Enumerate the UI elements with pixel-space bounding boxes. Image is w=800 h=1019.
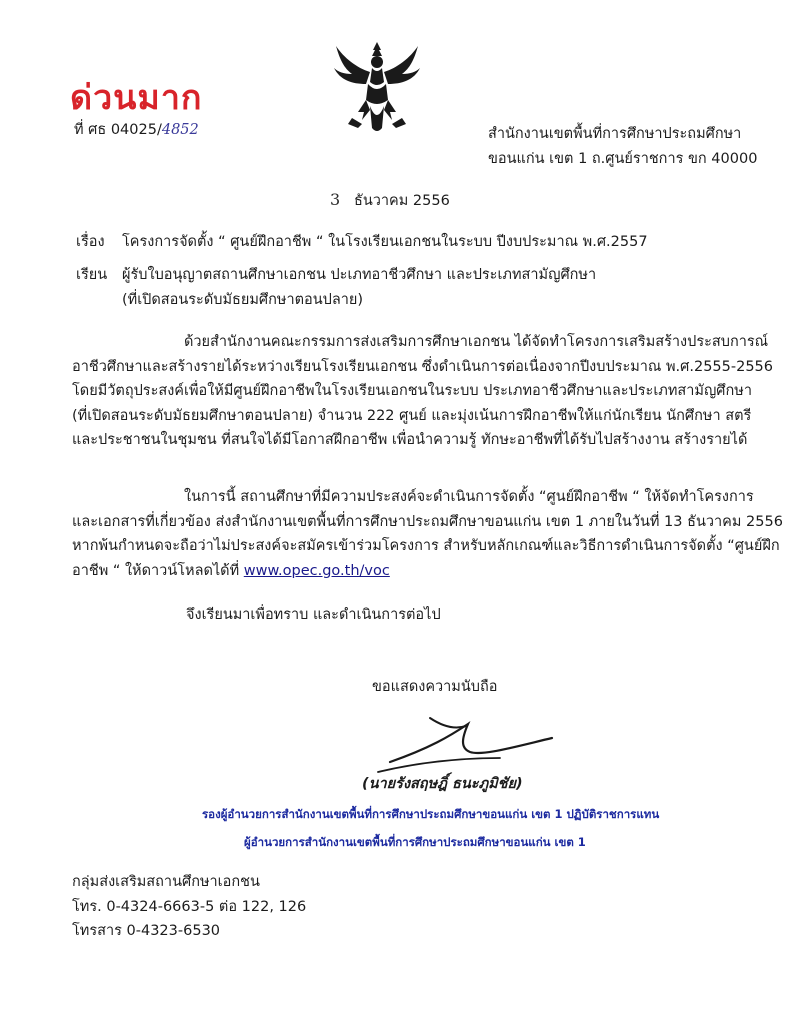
document-number-handwritten: 4852 (161, 122, 199, 138)
body-paragraph-1 (72, 330, 774, 453)
paragraph-line: ในการนี้ สถานศึกษาที่มีความประสงค์จะดำเนินการจัดตั้ง “ศูนย์ฝึกอาชีพ “ ให้จัดทำโครงการ (184, 489, 754, 505)
paragraph-line: (ที่เปิดสอนระดับมัธยมศึกษาตอนปลาย) จำนวน 222 ศูนย์ และมุ่งเน้นการฝึกอาชีพให้แก่นักเรียน นักศึกษา สตรี (72, 407, 752, 424)
paragraph-line: หากพ้นกำหนดจะถือว่าไม่ประสงค์จะสมัครเข้าร่วมโครงการ สำหรับหลักเกณฑ์และวิธีการดำเนินการจัดตั้ง “ศูนย์ฝึก (72, 538, 780, 554)
contact-phone: โทร. 0-4324-6663-5 ต่อ 122, 126 (72, 898, 307, 915)
office-address (488, 122, 757, 172)
paragraph-line: ด้วยสำนักงานคณะกรรมการส่งเสริมการศึกษาเอกชน ได้จัดทำโครงการเสริมสร้างประสบการณ์ (184, 334, 769, 350)
subject-text: โครงการจัดตั้ง “ ศูนย์ฝึกอาชีพ “ ในโรงเรียนเอกชนในระบบ ปีงบประมาณ พ.ศ.2557 (122, 234, 648, 250)
recipient-line-2: (ที่เปิดสอนระดับมัธยมศึกษาตอนปลาย) (122, 292, 364, 308)
signer-title-line-1: รองผู้อำนวยการสำนักงานเขตพื้นที่การศึกษาประถมศึกษาขอนแก่น เขต 1 ปฏิบัติราชการแทน (202, 807, 660, 821)
document-number-prefix: ที่ ศธ 04025/ (74, 122, 162, 138)
letter-date (330, 190, 450, 211)
date-rest: ธันวาคม 2556 (354, 193, 450, 209)
subject-label: เรื่อง (76, 234, 105, 250)
closing-sentence: จึงเรียนมาเพื่อทราบ และดำเนินการต่อไป (186, 607, 441, 623)
subject-line (76, 232, 648, 252)
office-line-2: ขอนแก่น เขต 1 ถ.ศูนย์ราชการ ขก 40000 (488, 151, 758, 167)
download-prefix: อาชีพ “ ให้ดาวน์โหลดได้ที่ (72, 562, 244, 579)
garuda-emblem-icon (332, 38, 422, 136)
contact-department: กลุ่มส่งเสริมสถานศึกษาเอกชน (72, 874, 260, 890)
regards: ขอแสดงความนับถือ (372, 679, 498, 695)
document-number (74, 120, 199, 140)
paragraph-line: และประชาชนในชุมชน ที่สนใจได้มีโอกาสฝึกอาชีพ เพื่อนำความรู้ ทักษะอาชีพที่ได้รับไปสร้างงาน สร้างรายได้ (72, 432, 748, 448)
recipient-block (76, 263, 596, 313)
recipient-label: เรียน (76, 267, 108, 283)
date-day-handwritten: 3 (330, 190, 341, 209)
contact-block (72, 870, 306, 944)
signer-name: (นายรังสฤษฎิ์ ธนะภูมิชัย) (362, 776, 523, 792)
signer-title (202, 800, 659, 856)
signer-title-line-2: ผู้อำนวยการสำนักงานเขตพื้นที่การศึกษาประถมศึกษาขอนแก่น เขต 1 (244, 835, 586, 849)
paragraph-line: อาชีวศึกษาและสร้างรายได้ระหว่างเรียนโรงเรียนเอกชน ซึ่งดำเนินการต่อเนื่องจากปีงบประมาณ พ.ศ.2555-2556 (72, 358, 774, 375)
paragraph-line (72, 559, 762, 584)
download-link[interactable]: www.opec.go.th/voc (243, 562, 390, 579)
paragraph-line: โดยมีวัตถุประสงค์เพื่อให้มีศูนย์ฝึกอาชีพในโรงเรียนเอกชนในระบบ ประเภทอาชีวศึกษาและประเภทสามัญศึกษา (72, 383, 752, 399)
body-paragraph-2 (72, 485, 783, 583)
signature-image (370, 708, 560, 780)
recipient-line-1: ผู้รับใบอนุญาตสถานศึกษาเอกชน ปะเภทอาชีวศึกษา และประเภทสามัญศึกษา (122, 267, 597, 283)
contact-fax: โทรสาร 0-4323-6530 (72, 923, 221, 939)
office-line-1: สำนักงานเขตพื้นที่การศึกษาประถมศึกษา (488, 126, 742, 142)
urgent-stamp: ด่วนมาก (70, 78, 203, 118)
paragraph-line: และเอกสารที่เกี่ยวข้อง ส่งสำนักงานเขตพื้นที่การศึกษาประถมศึกษาขอนแก่น เขต 1 ภายในวันที่ 13 ธันวาคม 2556 (72, 513, 783, 530)
